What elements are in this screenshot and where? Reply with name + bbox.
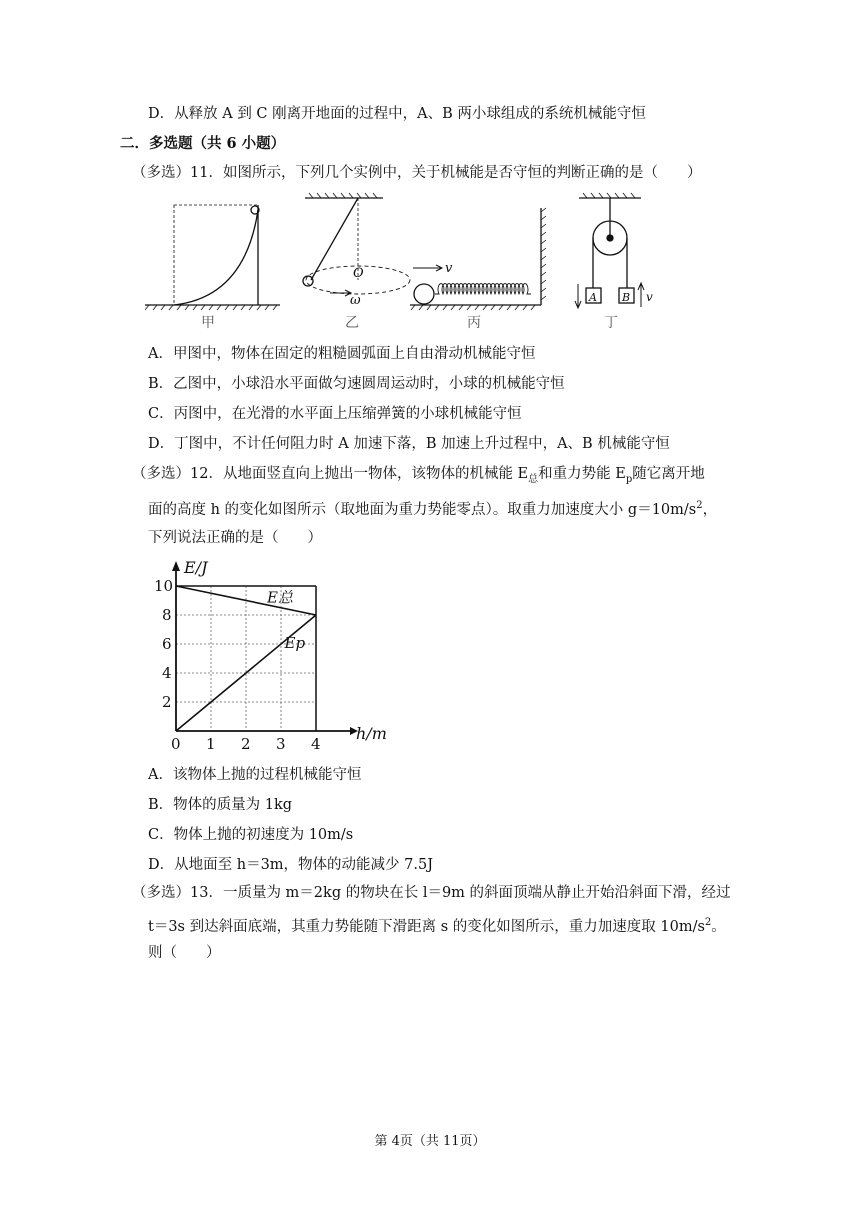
q12-option-d: D．从地面至 h＝3m，物体的动能减少 7.5J <box>148 857 434 873</box>
block-a-label: A <box>589 291 597 304</box>
q13-sup: 2 <box>704 917 712 928</box>
block-b-label: B <box>622 291 631 304</box>
y-tick-label: 4 <box>162 664 172 682</box>
x-tick-label: 1 <box>206 735 216 753</box>
q13-text-2: 。 <box>711 918 726 935</box>
x-tick-label: 4 <box>311 735 321 753</box>
q12-text-2: 和重力势能 E <box>538 466 626 482</box>
q12-chart <box>140 555 400 760</box>
label-bing: 丙 <box>467 315 481 331</box>
fig-bing <box>410 208 546 310</box>
q10-option-d: D．从释放 A 到 C 刚离开地面的过程中，A、B 两小球组成的系统机械能守恒 <box>148 106 646 122</box>
q11-figure <box>145 192 665 332</box>
q13-text-1: t＝3s 到达斜面底端，其重力势能随下滑距离 s 的变化如图所示，重力加速度取 10m/s <box>148 918 705 935</box>
q11-option-c: C．丙图中，在光滑的水平面上压缩弹簧的小球机械能守恒 <box>148 406 522 422</box>
q12-stem-line2 <box>148 496 717 520</box>
q11-option-d: D．丁图中，不计任何阻力时 A 加速下落，B 加速上升过程中，A、B 机械能守恒 <box>148 436 670 452</box>
q11-option-a: A．甲图中，物体在固定的粗糙圆弧面上自由滑动机械能守恒 <box>148 346 536 362</box>
section-heading: 二．多选题（共 6 小题） <box>120 135 286 152</box>
center-label: O <box>353 266 364 281</box>
page-footer: 第 4页（共 11页） <box>374 1134 486 1149</box>
velocity-label-bing: v <box>445 261 453 276</box>
q12-sub-p: p <box>625 473 633 485</box>
series-label-e-total: E总 <box>267 588 293 607</box>
q13-stem-line2 <box>148 913 726 937</box>
q12-sub-total: 总 <box>528 473 539 485</box>
velocity-label-ding: v <box>646 290 653 304</box>
q12-text-5: ， <box>702 501 718 518</box>
series-label-ep: Ep <box>284 634 306 652</box>
x-tick-label: 3 <box>276 735 286 753</box>
x-tick-label: 2 <box>241 735 251 753</box>
q12-text-3: 随它离开地 <box>632 466 705 482</box>
q12-option-c: C．物体上抛的初速度为 10m/s <box>148 827 354 843</box>
q12-option-b: B．物体的质量为 1kg <box>148 797 293 813</box>
fig-ding <box>575 193 644 308</box>
label-ding: 丁 <box>604 315 618 331</box>
y-tick-label: 6 <box>162 635 172 653</box>
q13-stem-line3: 则（ ） <box>148 945 221 961</box>
label-yi: 乙 <box>345 315 359 331</box>
q12-stem-line1 <box>132 464 705 490</box>
label-jia: 甲 <box>201 315 215 331</box>
y-tick-label: 10 <box>154 577 174 595</box>
q12-stem-line3: 下列说法正确的是（ ） <box>148 530 322 546</box>
q12-sup: 2 <box>696 500 703 511</box>
y-axis-label: E/J <box>184 558 208 577</box>
q11-option-b: B．乙图中，小球沿水平面做匀速圆周运动时，小球的机械能守恒 <box>148 376 565 392</box>
y-tick-label: 2 <box>162 693 172 711</box>
q12-text-4: 面的高度 h 的变化如图所示（取地面为重力势能零点）。取重力加速度大小 g＝10m/s <box>148 501 697 518</box>
q11-stem: （多选）11．如图所示，下列几个实例中，关于机械能是否守恒的判断正确的是（ ） <box>132 165 702 181</box>
q12-option-a: A．该物体上抛的过程机械能守恒 <box>148 767 362 783</box>
y-tick-label: 8 <box>162 606 172 624</box>
x-tick-label: 0 <box>171 735 181 753</box>
x-axis-label: h/m <box>356 724 387 743</box>
y-axis-arrow <box>172 561 180 571</box>
q12-text-1: （多选）12．从地面竖直向上抛出一物体，该物体的机械能 E <box>132 466 529 482</box>
q13-stem-line1: （多选）13．一质量为 m＝2kg 的物块在长 l＝9m 的斜面顶端从静止开始沿斜面下滑，经过 <box>132 885 731 901</box>
fig-jia <box>145 205 280 310</box>
omega-label: ω <box>350 293 361 308</box>
